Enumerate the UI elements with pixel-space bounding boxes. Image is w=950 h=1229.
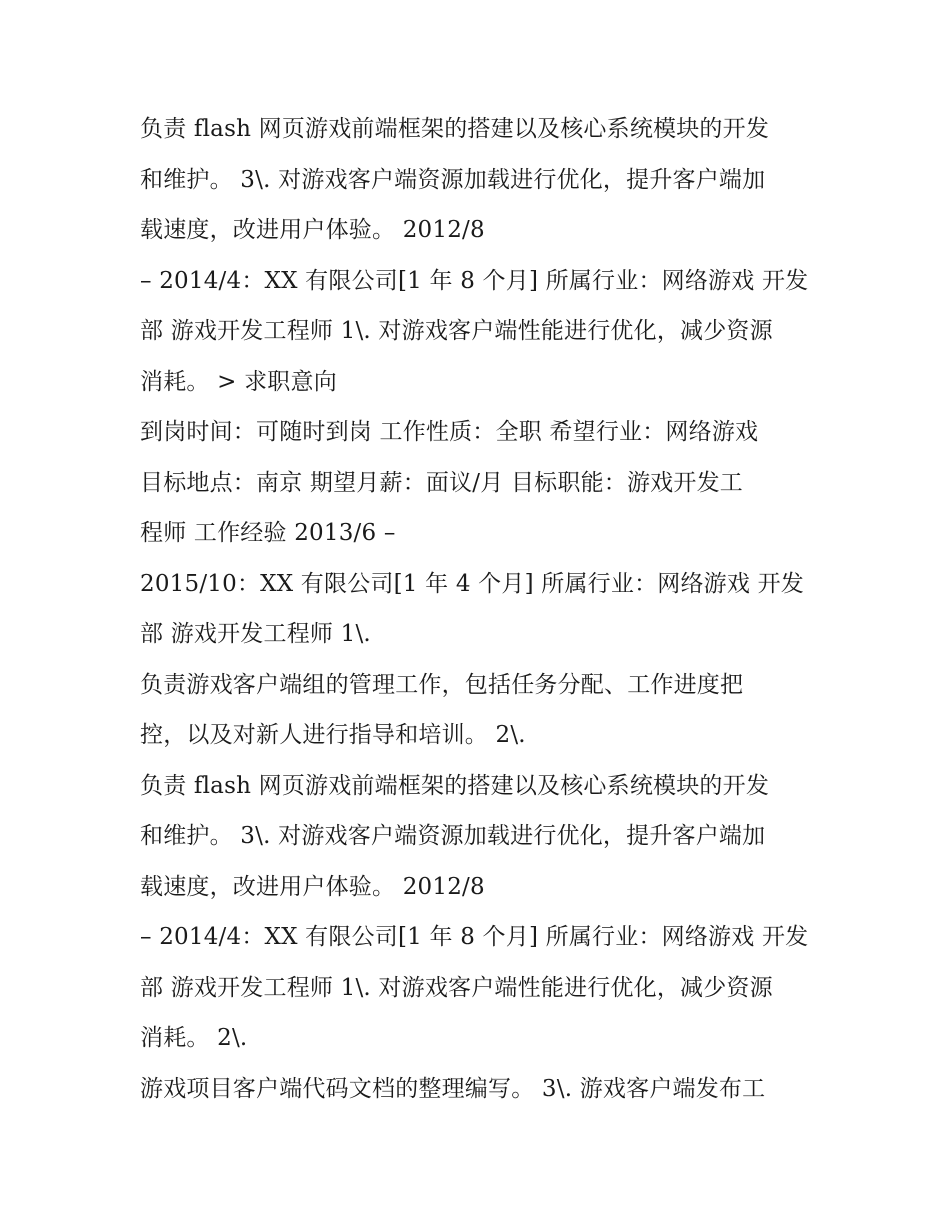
resume-text-block <box>140 104 830 1114</box>
text-line: 部 游戏开发工程师 1\. <box>140 621 371 647</box>
text-line: 负责 flash 网页游戏前端框架的搭建以及核心系统模块的开发 <box>140 116 770 142</box>
text-line: 和维护。 3\. 对游戏客户端资源加载进行优化，提升客户端加 <box>140 823 766 849</box>
text-line: 载速度，改进用户体验。 2012/8 <box>140 873 485 900</box>
text-line: – 2014/4：XX 有限公司[1 年 8 个月] 所属行业：网络游戏 开发 <box>140 924 809 950</box>
text-line: 和维护。 3\. 对游戏客户端资源加载进行优化，提升客户端加 <box>140 166 766 193</box>
text-line: 负责游戏客户端组的管理工作，包括任务分配、工作进度把 <box>140 671 744 698</box>
text-line: 负责 flash 网页游戏前端框架的搭建以及核心系统模块的开发 <box>140 772 770 799</box>
text-line: 载速度，改进用户体验。 2012/8 <box>140 217 485 243</box>
text-line: – 2014/4：XX 有限公司[1 年 8 个月] 所属行业：网络游戏 开发 <box>140 267 809 294</box>
text-line: 消耗。 2\. <box>140 1025 248 1051</box>
text-line: 游戏项目客户端代码文档的整理编写。 3\. 游戏客户端发布工 <box>140 1075 766 1102</box>
text-line: 部 游戏开发工程师 1\. 对游戏客户端性能进行优化，减少资源 <box>140 318 773 344</box>
text-line: 2015/10：XX 有限公司[1 年 4 个月] 所属行业：网络游戏 开发 <box>140 570 804 597</box>
text-line: 程师 工作经验 2013/6 – <box>140 520 396 546</box>
text-line: 消耗。 > 求职意向 <box>140 368 337 395</box>
text-line: 到岗时间：可随时到岗 工作性质：全职 希望行业：网络游戏 <box>140 419 759 445</box>
text-line: 目标地点：南京 期望月薪：面议/月 目标职能：游戏开发工 <box>140 469 743 496</box>
text-line: 控，以及对新人进行指导和培训。 2\. <box>140 722 526 748</box>
text-line: 部 游戏开发工程师 1\. 对游戏客户端性能进行优化，减少资源 <box>140 974 773 1001</box>
